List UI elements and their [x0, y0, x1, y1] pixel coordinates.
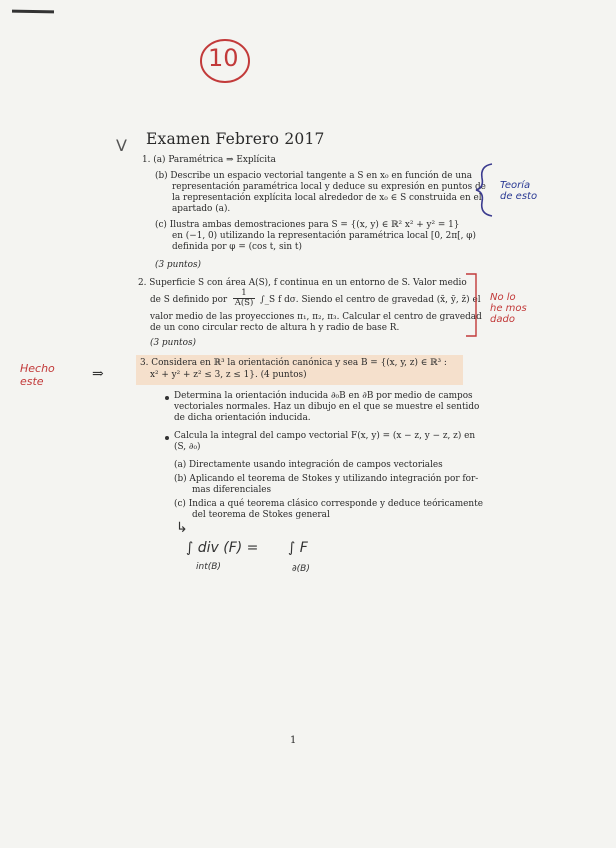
q1-b-line-3: la representación explícita local alrededor de x₀ ∈ S construida en el: [172, 193, 482, 203]
bullet-2: [165, 436, 169, 440]
q3-b2-line-1: Calcula la integral del campo vectorial F(x, y) = (x − z, y − z, z) en: [174, 431, 476, 441]
handwritten-lhs-sub: int(B): [196, 562, 221, 572]
q3-b1-line-2: vectoriales normales. Haz un dibujo en el que se muestre el sentido: [174, 402, 480, 412]
check-mark: V: [116, 136, 127, 155]
q2-fraction: [233, 288, 255, 308]
q1-c-line-1: (c) Ilustra ambas demostraciones para S = {(x, y) ∈ ℝ² x² + y² = 1}: [155, 220, 460, 230]
bracket-q2: [462, 270, 482, 340]
q1-c-line-3: definida por φ = (cos t, sin t): [172, 242, 302, 252]
q3-line-1: 3. Considera en ℝ³ la orientación canónica y sea B = {(x, y, z) ∈ ℝ³ :: [140, 358, 447, 368]
q3-sub-b-2: mas diferenciales: [192, 485, 272, 495]
note-teoria-line-1: Teoría: [500, 180, 531, 191]
q2-line-5: de un cono circular recto de altura h y radio de base R.: [150, 323, 400, 333]
q3-sub-b-1: (b) Aplicando el teorema de Stokes y utilizando integración por for-: [174, 474, 479, 484]
q2-line-3: ∫_S f dσ. Siendo el centro de gravedad (x̄, ȳ, z̄) el: [260, 295, 481, 305]
handwritten-lhs: ∫ div (F) =: [186, 540, 259, 556]
note-no-dado-line-3: dado: [490, 314, 515, 325]
q2-points: (3 puntos): [150, 338, 196, 348]
q1-c-line-2: en (−1, 0) utilizando la representación paramétrica local [0, 2π[, φ): [172, 231, 476, 241]
page-number: 1: [290, 735, 297, 746]
grade-text: 10: [208, 44, 239, 72]
bullet-1: [165, 396, 169, 400]
handwritten-rhs: ∫ F: [288, 540, 308, 556]
note-no-dado-line-1: No lo: [490, 292, 516, 303]
note-no-dado: [490, 292, 527, 325]
arrow-mark: ⇒: [92, 366, 104, 382]
q3-sub-a: (a) Directamente usando integración de campos vectoriales: [174, 460, 443, 470]
note-hecho-line-1: Hecho: [20, 362, 55, 375]
q2-frac-num: 1: [241, 288, 247, 298]
note-hecho-line-2: este: [20, 375, 44, 388]
note-no-dado-line-2: he mos: [490, 303, 527, 314]
q3-b1-line-3: de dicha orientación inducida.: [174, 413, 311, 423]
q1-points: (3 puntos): [155, 260, 201, 270]
q3-b2-line-2: (S, ∂₀): [174, 442, 201, 452]
handwritten-hook: ↳: [176, 520, 188, 536]
q1-b-line-2: representación paramétrica local y deduce su expresión en puntos de: [172, 182, 486, 192]
q3-b1-line-1: Determina la orientación inducida ∂₀B en ∂B por medio de campos: [174, 391, 473, 401]
exam-title: Examen Febrero 2017: [146, 130, 325, 148]
q1-b-line-4: apartado (a).: [172, 204, 231, 214]
handwritten-rhs-sub: ∂(B): [292, 564, 310, 574]
q2-line-1: 2. Superficie S con área A(S), f continua en un entorno de S. Valor medio: [138, 278, 467, 288]
q2-frac-den: A(S): [234, 298, 254, 308]
brace-q1: [472, 160, 498, 220]
scan-mark: [12, 10, 54, 14]
note-teoria: [500, 180, 537, 202]
q3-line-2: x² + y² + z² ≤ 3, z ≤ 1}. (4 puntos): [150, 370, 307, 380]
q1-b-line-1: (b) Describe un espacio vectorial tangente a S en x₀ en función de una: [155, 171, 473, 181]
q3-sub-c-1: (c) Indica a qué teorema clásico corresponde y deduce teóricamente: [174, 499, 483, 509]
note-hecho-este: [20, 362, 55, 388]
q3-sub-c-2: del teorema de Stokes general: [192, 510, 330, 520]
note-teoria-line-2: de esto: [500, 191, 538, 202]
q1-a: 1. (a) Paramétrica ⇒ Explícita: [142, 155, 276, 165]
q2-line-4: valor medio de las proyecciones π₁, π₂, π₃. Calcular el centro de gravedad: [150, 312, 482, 322]
q2-line-2: de S definido por: [150, 295, 228, 305]
